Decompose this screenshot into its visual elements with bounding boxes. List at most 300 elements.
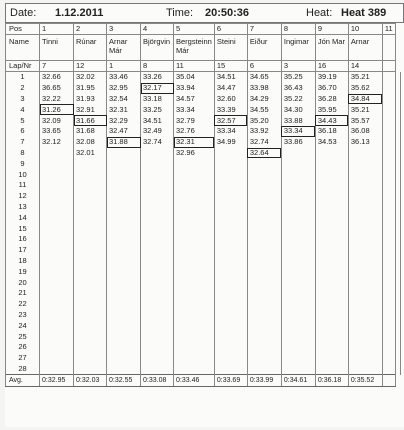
position-cell: 10 — [348, 24, 382, 35]
lap-number: 20 — [6, 277, 40, 288]
lap-time-cell: 32.08 — [74, 137, 107, 148]
lap-time-cell: 35.20 — [247, 115, 281, 126]
lap-number: 6 — [6, 126, 40, 137]
lap-number: 2 — [6, 83, 40, 94]
lap-time-cell — [348, 310, 382, 321]
driver-name-cell: Arnar — [348, 35, 382, 61]
lap-time-cell: 35.25 — [281, 72, 315, 83]
lap-time-cell — [382, 191, 395, 202]
lap-time-cell: 32.01 — [74, 148, 107, 159]
lap-time-cell — [315, 148, 348, 159]
lap-time-cell — [348, 158, 382, 169]
lap-time-cell — [107, 331, 141, 342]
position-row — [6, 24, 401, 35]
position-cell: 7 — [247, 24, 281, 35]
pos-label: Pos — [6, 24, 40, 35]
average-time-cell — [382, 375, 395, 387]
lap-time-cell — [40, 277, 74, 288]
spacer-cell — [395, 331, 400, 342]
lap-time-cell — [74, 158, 107, 169]
lap-number: 11 — [6, 180, 40, 191]
lap-time-cell: 32.60 — [214, 94, 247, 105]
lap-number: 1 — [6, 72, 40, 83]
lap-time-cell — [107, 169, 141, 180]
lap-time-cell — [382, 266, 395, 277]
lap-time-cell: 35.57 — [348, 115, 382, 126]
lap-time-cell: 31.95 — [74, 83, 107, 94]
lap-times-table — [5, 23, 401, 387]
lap-time-cell — [214, 266, 247, 277]
lap-time-cell — [348, 342, 382, 353]
kart-number-cell — [382, 61, 395, 72]
lap-time-cell — [247, 245, 281, 256]
lap-time-cell — [107, 310, 141, 321]
spacer-cell — [395, 169, 400, 180]
lap-time-cell — [107, 256, 141, 267]
lap-time-cell — [107, 212, 141, 223]
name-label: Name — [6, 35, 40, 61]
lap-row — [6, 256, 401, 267]
spacer-cell — [395, 180, 400, 191]
lap-time-cell: 33.18 — [141, 94, 174, 105]
lap-time-cell — [74, 256, 107, 267]
lap-number: 16 — [6, 234, 40, 245]
lap-number: 7 — [6, 137, 40, 148]
spacer-cell — [395, 353, 400, 364]
lap-time-cell: 35.95 — [315, 104, 348, 115]
kart-number-row — [6, 61, 401, 72]
lap-time-cell — [107, 245, 141, 256]
lap-time-cell — [74, 245, 107, 256]
lap-number: 12 — [6, 191, 40, 202]
lap-time-cell — [247, 364, 281, 375]
lap-time-cell — [382, 158, 395, 169]
lap-time-cell — [247, 277, 281, 288]
lap-row — [6, 191, 401, 202]
lap-time-cell — [141, 202, 174, 213]
lap-time-cell — [107, 320, 141, 331]
lap-time-cell — [40, 234, 74, 245]
lap-number: 24 — [6, 320, 40, 331]
lap-time-cell — [174, 310, 215, 321]
lap-row — [6, 115, 401, 126]
lap-time-cell — [174, 277, 215, 288]
lap-row — [6, 234, 401, 245]
lap-time-cell — [40, 245, 74, 256]
kart-number-cell: 12 — [74, 61, 107, 72]
lap-time-cell — [315, 256, 348, 267]
lap-time-cell — [174, 353, 215, 364]
spacer-cell — [395, 72, 400, 83]
lap-number: 22 — [6, 299, 40, 310]
lap-time-cell — [74, 234, 107, 245]
lap-time-cell — [281, 266, 315, 277]
lap-row — [6, 288, 401, 299]
lap-number: 15 — [6, 223, 40, 234]
lap-time-cell — [141, 148, 174, 159]
lap-row — [6, 126, 401, 137]
lap-time-cell — [315, 245, 348, 256]
lap-time-cell — [382, 137, 395, 148]
kart-number-cell: 16 — [315, 61, 348, 72]
best-lap-time-cell: 31.88 — [107, 137, 141, 148]
lap-time-cell — [281, 331, 315, 342]
lap-time-cell: 36.43 — [281, 83, 315, 94]
lap-time-cell — [40, 364, 74, 375]
lap-row — [6, 245, 401, 256]
lap-time-cell — [141, 342, 174, 353]
lap-number: 18 — [6, 256, 40, 267]
lap-number: 23 — [6, 310, 40, 321]
lap-time-cell — [40, 202, 74, 213]
lap-time-cell: 32.47 — [107, 126, 141, 137]
lap-time-cell — [247, 191, 281, 202]
lap-time-cell — [40, 212, 74, 223]
average-row — [6, 375, 401, 387]
lap-time-cell — [348, 212, 382, 223]
lap-time-cell — [214, 320, 247, 331]
driver-name-cell: Rúnar — [74, 35, 107, 61]
driver-name-cell — [382, 35, 395, 61]
average-time-cell: 0:33.08 — [141, 375, 174, 387]
lap-row — [6, 277, 401, 288]
lap-time-cell — [174, 288, 215, 299]
lap-time-cell — [348, 277, 382, 288]
lap-time-cell: 33.98 — [247, 83, 281, 94]
lap-time-cell — [214, 191, 247, 202]
lap-time-cell — [247, 202, 281, 213]
lap-time-cell — [315, 191, 348, 202]
lap-time-cell — [382, 331, 395, 342]
average-time-cell: 0:35.52 — [348, 375, 382, 387]
lap-time-cell: 32.79 — [174, 115, 215, 126]
lap-time-cell — [315, 234, 348, 245]
lap-row — [6, 310, 401, 321]
lap-time-cell — [348, 234, 382, 245]
kart-number-cell: 11 — [174, 61, 215, 72]
heat-value: Heat 389 — [341, 7, 387, 19]
lap-time-cell — [281, 223, 315, 234]
lap-time-cell: 35.62 — [348, 83, 382, 94]
lap-time-cell — [107, 158, 141, 169]
lap-row — [6, 169, 401, 180]
lap-row — [6, 94, 401, 105]
lap-time-cell — [40, 169, 74, 180]
lap-number: 27 — [6, 353, 40, 364]
heat-label: Heat: — [306, 7, 333, 19]
spacer-cell — [395, 320, 400, 331]
heat-header — [5, 3, 404, 23]
spacer-cell — [395, 191, 400, 202]
lap-time-cell — [315, 299, 348, 310]
lap-time-cell — [214, 310, 247, 321]
lap-time-cell — [74, 310, 107, 321]
lap-time-cell — [315, 353, 348, 364]
avg-label: Avg. — [6, 375, 40, 387]
lap-time-cell — [382, 169, 395, 180]
kart-number-cell: 1 — [107, 61, 141, 72]
position-cell: 2 — [74, 24, 107, 35]
lap-time-cell — [281, 169, 315, 180]
spacer-cell — [395, 342, 400, 353]
lap-row — [6, 320, 401, 331]
lap-time-cell — [247, 223, 281, 234]
lap-time-cell — [247, 353, 281, 364]
lap-time-cell — [247, 320, 281, 331]
lap-row — [6, 104, 401, 115]
position-cell: 3 — [107, 24, 141, 35]
lap-time-cell — [40, 331, 74, 342]
lap-row — [6, 83, 401, 94]
lap-time-cell — [247, 288, 281, 299]
lap-time-cell — [141, 169, 174, 180]
lap-time-cell — [315, 212, 348, 223]
lap-time-cell: 35.22 — [281, 94, 315, 105]
lap-time-cell — [40, 158, 74, 169]
spacer-cell — [395, 94, 400, 105]
lap-time-cell — [247, 212, 281, 223]
lap-row — [6, 158, 401, 169]
date-value: 1.12.2011 — [55, 7, 104, 19]
lap-time-cell: 32.91 — [74, 104, 107, 115]
lap-time-cell — [382, 320, 395, 331]
best-lap-time-cell: 33.34 — [281, 126, 315, 137]
lap-time-cell — [141, 266, 174, 277]
lap-time-cell — [214, 158, 247, 169]
lap-time-cell — [107, 364, 141, 375]
lap-time-cell — [40, 288, 74, 299]
lap-time-cell: 32.09 — [40, 115, 74, 126]
lap-time-cell — [74, 320, 107, 331]
lap-time-cell — [214, 277, 247, 288]
lap-time-cell: 33.94 — [174, 83, 215, 94]
spacer-cell — [395, 234, 400, 245]
average-time-cell: 0:34.61 — [281, 375, 315, 387]
lap-time-cell — [315, 223, 348, 234]
lap-time-cell — [247, 158, 281, 169]
lap-time-cell: 34.55 — [247, 104, 281, 115]
lap-number: 3 — [6, 94, 40, 105]
lap-time-cell — [315, 180, 348, 191]
lap-time-cell — [214, 256, 247, 267]
lap-time-cell: 33.34 — [214, 126, 247, 137]
lap-time-cell — [74, 364, 107, 375]
lap-time-cell — [214, 245, 247, 256]
lap-time-cell — [348, 266, 382, 277]
lap-time-cell — [174, 191, 215, 202]
best-lap-time-cell: 34.84 — [348, 94, 382, 105]
lap-time-cell — [281, 191, 315, 202]
lap-time-cell — [74, 191, 107, 202]
lap-time-cell — [107, 148, 141, 159]
lap-number: 14 — [6, 212, 40, 223]
lap-time-cell: 32.12 — [40, 137, 74, 148]
lap-time-cell: 33.25 — [141, 104, 174, 115]
lap-row — [6, 137, 401, 148]
lap-row — [6, 364, 401, 375]
lap-time-cell — [382, 72, 395, 83]
lap-number: 4 — [6, 104, 40, 115]
lap-time-cell — [141, 288, 174, 299]
lap-time-cell — [281, 299, 315, 310]
lap-time-cell — [40, 342, 74, 353]
time-label: Time: — [166, 7, 194, 19]
lap-time-cell — [315, 202, 348, 213]
lap-time-cell — [348, 256, 382, 267]
lap-time-cell — [281, 310, 315, 321]
lap-time-cell — [40, 180, 74, 191]
lap-time-cell: 36.08 — [348, 126, 382, 137]
lap-time-cell — [281, 234, 315, 245]
lap-time-cell — [40, 320, 74, 331]
lap-time-cell: 34.99 — [214, 137, 247, 148]
spacer-cell — [395, 266, 400, 277]
best-lap-time-cell: 32.17 — [141, 83, 174, 94]
best-lap-time-cell: 32.31 — [174, 137, 215, 148]
lap-time-cell: 34.30 — [281, 104, 315, 115]
driver-name-cell: Tinni — [40, 35, 74, 61]
lap-time-cell: 32.22 — [40, 94, 74, 105]
spacer-cell — [395, 126, 400, 137]
lap-time-cell: 35.21 — [348, 104, 382, 115]
lap-time-cell: 32.74 — [247, 137, 281, 148]
driver-name-cell: Bergsteinn Már — [174, 35, 215, 61]
lap-time-cell — [382, 288, 395, 299]
kart-number-cell: 3 — [281, 61, 315, 72]
lap-time-cell — [382, 115, 395, 126]
spacer-cell — [395, 137, 400, 148]
lap-time-cell: 34.57 — [174, 94, 215, 105]
lap-time-cell — [141, 245, 174, 256]
lap-time-cell — [382, 223, 395, 234]
heat-results-sheet — [5, 3, 404, 427]
lap-time-cell — [174, 320, 215, 331]
driver-name-cell: Steini — [214, 35, 247, 61]
lap-time-cell: 33.39 — [214, 104, 247, 115]
lap-time-cell — [281, 342, 315, 353]
lap-time-cell — [214, 234, 247, 245]
lap-time-cell: 36.13 — [348, 137, 382, 148]
lap-number: 8 — [6, 148, 40, 159]
kart-number-cell: 8 — [141, 61, 174, 72]
lap-time-cell — [74, 342, 107, 353]
lap-time-cell — [174, 180, 215, 191]
lap-time-cell — [141, 310, 174, 321]
lap-time-cell: 31.68 — [74, 126, 107, 137]
lap-time-cell — [214, 212, 247, 223]
lap-time-cell — [214, 342, 247, 353]
lap-time-cell — [348, 299, 382, 310]
lap-time-cell — [315, 331, 348, 342]
spacer-cell — [395, 310, 400, 321]
driver-name-cell: Arnar Már — [107, 35, 141, 61]
lap-time-cell — [40, 148, 74, 159]
lap-row — [6, 148, 401, 159]
lap-time-cell — [214, 299, 247, 310]
lap-time-cell — [382, 256, 395, 267]
lap-time-cell: 32.31 — [107, 104, 141, 115]
best-lap-time-cell: 31.26 — [40, 104, 74, 115]
lap-time-cell — [214, 364, 247, 375]
lap-time-cell — [348, 191, 382, 202]
lap-time-cell — [315, 266, 348, 277]
spacer-cell — [395, 245, 400, 256]
position-cell: 9 — [315, 24, 348, 35]
lap-time-cell — [281, 353, 315, 364]
lap-row — [6, 223, 401, 234]
average-time-cell: 0:32.03 — [74, 375, 107, 387]
lap-time-cell — [348, 245, 382, 256]
lap-time-cell — [315, 288, 348, 299]
lap-number: 17 — [6, 245, 40, 256]
lap-time-cell — [382, 126, 395, 137]
lap-time-cell: 35.04 — [174, 72, 215, 83]
lap-time-cell: 36.65 — [40, 83, 74, 94]
lap-time-cell: 33.46 — [107, 72, 141, 83]
lap-time-cell — [315, 310, 348, 321]
spacer-cell — [395, 158, 400, 169]
lap-time-cell: 32.02 — [74, 72, 107, 83]
position-cell: 11 — [382, 24, 395, 35]
position-cell: 8 — [281, 24, 315, 35]
lap-time-cell — [74, 331, 107, 342]
lap-time-cell: 34.51 — [141, 115, 174, 126]
lap-time-cell — [348, 320, 382, 331]
lap-time-cell — [247, 299, 281, 310]
position-cell: 1 — [40, 24, 74, 35]
spacer-cell — [395, 212, 400, 223]
lap-time-cell — [174, 245, 215, 256]
lap-time-cell — [281, 320, 315, 331]
lap-time-cell — [348, 202, 382, 213]
average-time-cell: 0:33.99 — [247, 375, 281, 387]
lap-time-cell — [141, 277, 174, 288]
lap-time-cell — [247, 234, 281, 245]
lap-time-cell: 32.54 — [107, 94, 141, 105]
lap-time-cell — [174, 256, 215, 267]
lap-time-cell: 33.65 — [40, 126, 74, 137]
lap-time-cell — [74, 169, 107, 180]
lap-time-cell: 34.29 — [247, 94, 281, 105]
lap-time-cell — [214, 180, 247, 191]
lap-time-cell — [348, 180, 382, 191]
lap-time-cell: 31.93 — [74, 94, 107, 105]
spacer-cell — [395, 299, 400, 310]
lap-time-cell — [174, 158, 215, 169]
lap-time-cell — [382, 299, 395, 310]
lap-time-cell — [141, 353, 174, 364]
lap-time-cell — [74, 288, 107, 299]
lap-time-cell: 32.95 — [107, 83, 141, 94]
lap-row — [6, 353, 401, 364]
lap-time-cell — [214, 223, 247, 234]
lap-nr-label: Lap/Nr — [6, 61, 40, 72]
lap-time-cell — [107, 342, 141, 353]
driver-name-cell: Ingimar — [281, 35, 315, 61]
lap-time-cell — [382, 245, 395, 256]
lap-row — [6, 342, 401, 353]
lap-time-cell: 33.34 — [174, 104, 215, 115]
lap-row — [6, 331, 401, 342]
lap-time-cell — [382, 234, 395, 245]
lap-number: 13 — [6, 202, 40, 213]
lap-time-cell — [382, 212, 395, 223]
lap-time-cell — [40, 223, 74, 234]
lap-row — [6, 212, 401, 223]
lap-time-cell: 32.29 — [107, 115, 141, 126]
lap-time-cell — [74, 223, 107, 234]
lap-time-cell — [174, 169, 215, 180]
